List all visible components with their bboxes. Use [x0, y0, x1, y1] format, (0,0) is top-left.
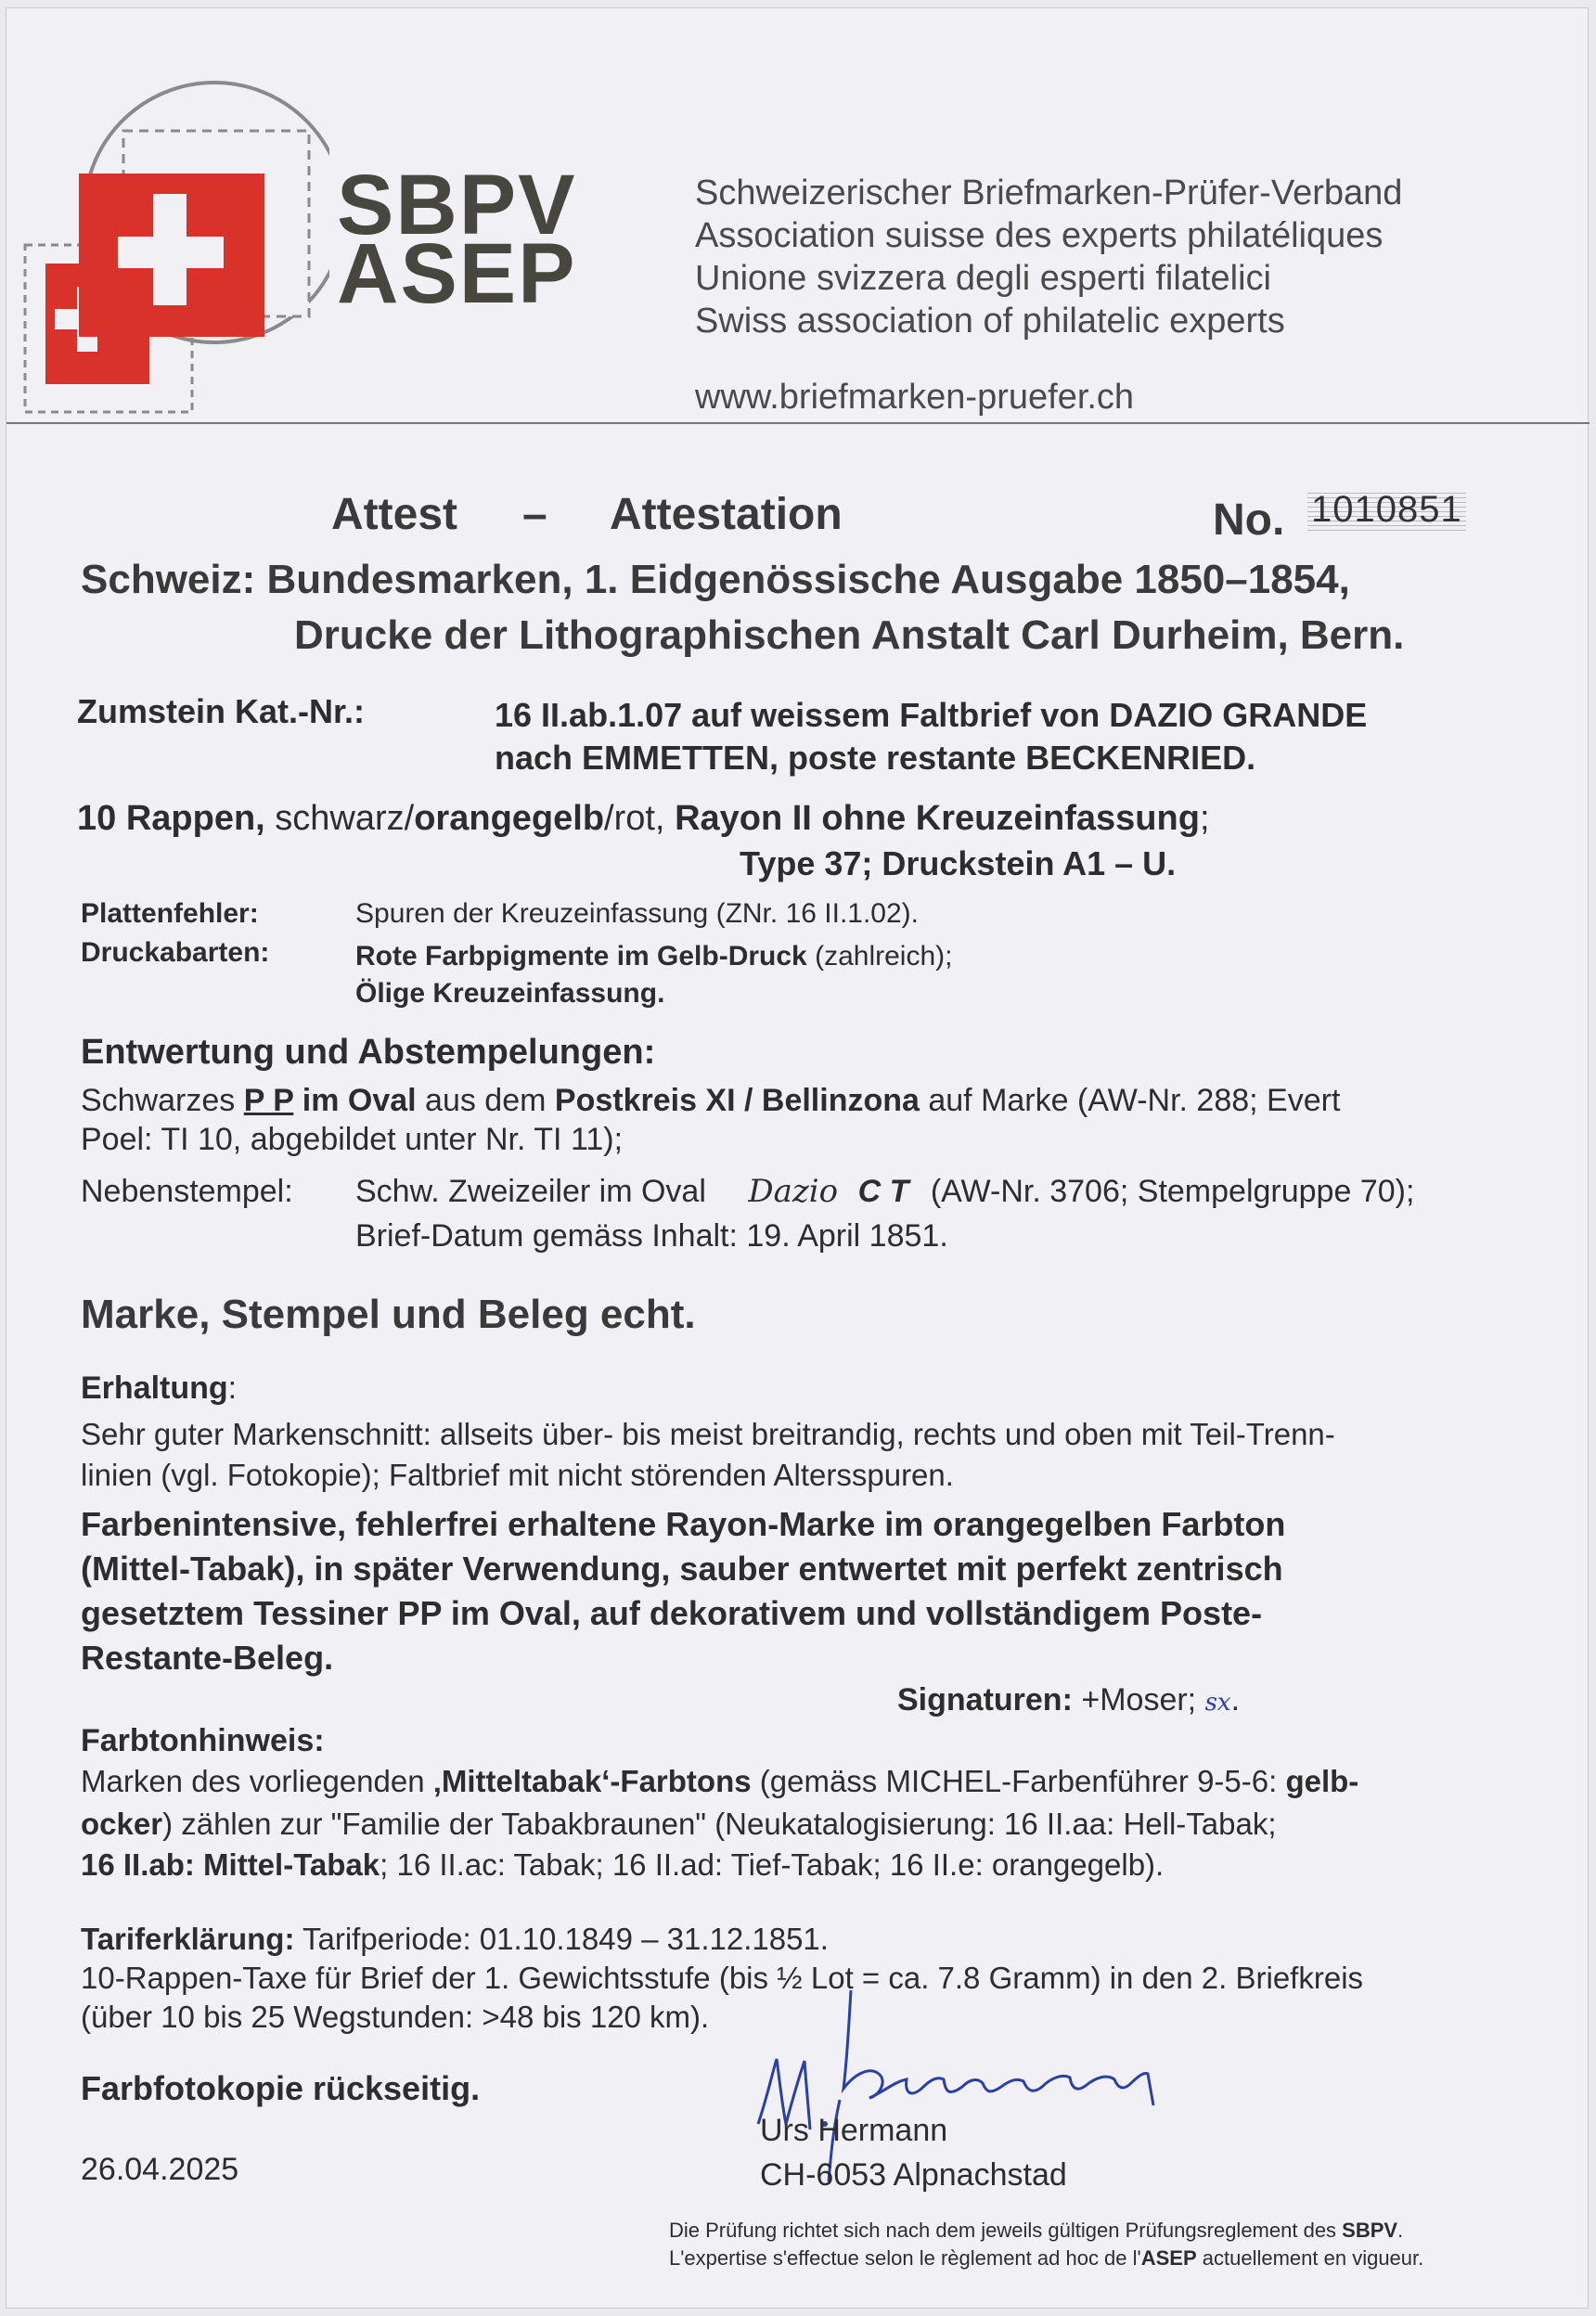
- stamp-type-line: Type 37; Druckstein A1 – U.: [740, 844, 1177, 882]
- website-url[interactable]: www.briefmarken-pruefer.ch: [695, 378, 1135, 417]
- brief-datum: Brief-Datum gemäss Inhalt: 19. April 1851.: [355, 1218, 948, 1254]
- footer-text-fr-c: actuellement en vigueur.: [1196, 2246, 1424, 2270]
- certificate-no-label: No.: [1213, 495, 1285, 545]
- verdict: Marke, Stempel und Beleg echt.: [81, 1292, 696, 1337]
- certificate-page: [6, 7, 1589, 2309]
- nebenstempel-label: Nebenstempel:: [81, 1174, 293, 1209]
- nebenstempel-ct: C T: [857, 1174, 909, 1209]
- nebenstempel-aw: (AW-Nr. 3706; Stempelgruppe 70);: [930, 1174, 1415, 1209]
- erhaltung-label: Erhaltung: [81, 1370, 228, 1406]
- footer-line-2: [669, 2245, 1423, 2272]
- entwertung-heading: Entwertung und Abstempelungen:: [81, 1033, 656, 1072]
- header-divider: [6, 422, 1590, 424]
- farbton-mittel-tabak: 16 II.ab: Mittel-Tabak: [81, 1847, 380, 1882]
- plattenfehler-text: Spuren der Kreuzeinfassung (ZNr. 16 II.1.02).: [355, 898, 919, 929]
- farbton-line-1: [81, 1760, 1358, 1802]
- fotokopie-note: Farbfotokopie rückseitig.: [81, 2069, 481, 2107]
- logo-text-asep: ASEP: [337, 226, 577, 321]
- association-names: [695, 172, 1402, 342]
- stamp-rayon: Rayon II ohne Kreuzeinfassung: [675, 799, 1200, 838]
- druckabarten-line-1: [355, 938, 952, 975]
- erhaltung-colon: :: [227, 1370, 238, 1406]
- footer-line-1: [669, 2217, 1403, 2245]
- farbton-text-l2: ) zählen zur "Familie der Tabakbraunen" (Neukatalogisierung: 16 II.aa: Hell-Tabak;: [162, 1807, 1277, 1841]
- erhaltung-line-2: linien (vgl. Fotokopie); Faltbrief mit nicht störenden Altersspuren.: [81, 1458, 954, 1492]
- association-name-en: Swiss association of philatelic experts: [695, 302, 1285, 341]
- association-name-de: Schweizerischer Briefmarken-Prüfer-Verband: [695, 174, 1403, 212]
- footer-asep: ASEP: [1140, 2246, 1197, 2270]
- farbton-heading: Farbtonhinweis:: [81, 1723, 325, 1758]
- sbpv-logo-emblem: [14, 64, 329, 417]
- entwertung-text-c: aus dem: [416, 1083, 555, 1118]
- farbton-text-l3: ; 16 II.ac: Tabak; 16 II.ad: Tief-Tabak; 16 II.e: orangegelb).: [380, 1847, 1165, 1882]
- tarif-line-2: 10-Rappen-Taxe für Brief der 1. Gewichtsstufe (bis ½ Lot = ca. 7.8 Gramm) in den 2. Briefkreis: [81, 1961, 1364, 1995]
- association-name-it: Unione svizzera degli esperti filatelici: [695, 259, 1271, 298]
- druckabarten-bold: Rote Farbpigmente im Gelb-Druck: [355, 941, 807, 971]
- subject-line-2: Drucke der Lithographischen Anstalt Carl Durheim, Bern.: [294, 612, 1405, 658]
- farbton-text-a: Marken des vorliegenden: [81, 1764, 433, 1798]
- catalog-line-2: nach EMMETTEN, poste restante BECKENRIED.: [495, 739, 1256, 777]
- certificate-number: 1010851: [1307, 489, 1466, 531]
- farbton-line-3: [81, 1844, 1164, 1885]
- farbton-ocker: ocker: [81, 1807, 163, 1841]
- pp-mark: P P: [243, 1083, 294, 1118]
- swiss-stamp-logo-icon: [14, 64, 329, 417]
- druckabarten-rest: (zahlreich);: [806, 941, 953, 971]
- footer-sbpv: SBPV: [1342, 2219, 1398, 2242]
- plattenfehler-label: Plattenfehler:: [81, 898, 259, 929]
- stamp-color-a: schwarz/: [264, 799, 415, 838]
- farbton-line-2: [81, 1803, 1277, 1845]
- druckabarten-label: Druckabarten:: [81, 937, 270, 968]
- stamp-value: 10 Rappen,: [77, 799, 265, 838]
- erhaltung-bold-1: Farbenintensive, fehlerfrei erhaltene Rayon-Marke im orangegelben Farbton: [81, 1505, 1286, 1543]
- erhaltung-bold-2: (Mittel-Tabak), in später Verwendung, sauber entwertet mit perfekt zentrisch: [81, 1550, 1283, 1588]
- stamp-semicolon: ;: [1199, 799, 1210, 838]
- tarif-line-1: [81, 1918, 829, 1960]
- farbton-text-c: (gemäss MICHEL-Farbenführer 9-5-6:: [751, 1764, 1286, 1798]
- tarif-line-3: (über 10 bis 25 Wegstunden: >48 bis 120 km).: [81, 2000, 710, 2034]
- erhaltung-heading: [81, 1367, 237, 1409]
- issue-date: 26.04.2025: [81, 2152, 239, 2187]
- druckabarten-line-2: Ölige Kreuzeinfassung.: [355, 978, 665, 1009]
- subject-line-1: Schweiz: Bundesmarken, 1. Eidgenössische Ausgabe 1850–1854,: [81, 557, 1350, 602]
- stamp-color-b: orangegelb: [414, 799, 605, 838]
- signaturen-handwritten-mark: sx: [1204, 1689, 1231, 1717]
- entwertung-line-1: [81, 1079, 1340, 1122]
- title-attest: Attest: [331, 490, 458, 539]
- title-attestation: Attestation: [610, 490, 843, 539]
- footer-text-c: .: [1397, 2219, 1404, 2242]
- farbton-mitteltabak: ‚Mitteltabak‘-Farbtons: [432, 1764, 752, 1798]
- signaturen-dot: .: [1230, 1682, 1241, 1718]
- entwertung-im-oval: im Oval: [293, 1083, 417, 1118]
- stamp-color-c: /rot,: [604, 799, 676, 838]
- signaturen-label: Signaturen:: [897, 1682, 1073, 1718]
- signaturen-text: +Moser;: [1072, 1682, 1205, 1718]
- entwertung-line-2: Poel: TI 10, abgebildet unter Nr. TI 11);: [81, 1122, 624, 1157]
- stamp-description: [77, 795, 1210, 842]
- tarif-heading: Tariferklärung:: [81, 1922, 295, 1956]
- erhaltung-bold-3: gesetztem Tessiner PP im Oval, auf dekorativem und vollständigem Poste-: [81, 1594, 1263, 1632]
- footer-text-fr-a: L'expertise s'effectue selon le règlement ad hoc de l': [669, 2246, 1141, 2270]
- erhaltung-bold-4: Restante-Beleg.: [81, 1639, 334, 1677]
- catalog-line-1: 16 II.ab.1.07 auf weissem Faltbrief von DAZIO GRANDE: [495, 696, 1368, 734]
- nebenstempel-line: [355, 1170, 1414, 1213]
- catalog-label: Zumstein Kat.-Nr.:: [77, 692, 366, 730]
- expert-address: CH-6053 Alpnachstad: [760, 2157, 1067, 2193]
- logo-text-sbpv: SBPV: [337, 158, 577, 252]
- farbton-gelb: gelb-: [1285, 1764, 1359, 1798]
- expert-name: Urs Hermann: [760, 2113, 948, 2148]
- footer-text-a: Die Prüfung richtet sich nach dem jeweils gültigen Prüfungsreglement des: [669, 2219, 1343, 2242]
- title-dash: –: [522, 490, 547, 539]
- entwertung-text-a: Schwarzes: [81, 1083, 244, 1118]
- entwertung-text-e: auf Marke (AW-Nr. 288; Evert: [919, 1083, 1341, 1118]
- tarif-periode: Tarifperiode: 01.10.1849 – 31.12.1851.: [294, 1922, 829, 1956]
- dazio-script: Dazio: [748, 1173, 839, 1210]
- signaturen: [897, 1679, 1240, 1724]
- entwertung-postkreis: Postkreis XI / Bellinzona: [554, 1083, 920, 1118]
- association-name-fr: Association suisse des experts philatéliques: [695, 216, 1384, 255]
- erhaltung-line-1: Sehr guter Markenschnitt: allseits über- bis meist breitrandig, rechts und oben mit Teil-Trenn-: [81, 1417, 1335, 1451]
- nebenstempel-text: Schw. Zweizeiler im Oval: [355, 1174, 706, 1209]
